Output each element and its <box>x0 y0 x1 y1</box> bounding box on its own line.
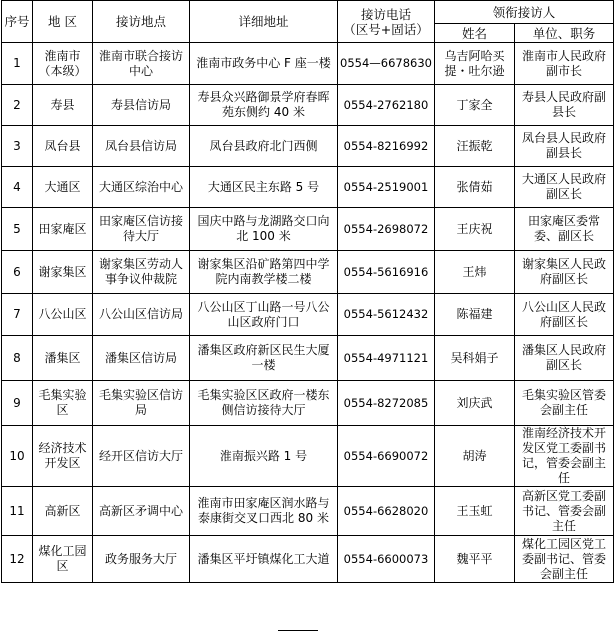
cell-unit: 田家庵区委常委、副区长 <box>515 208 614 251</box>
table-row <box>2 208 614 251</box>
cell-unit: 八公山区人民政府副区长 <box>515 294 614 336</box>
cell-address: 淮南振兴路 1 号 <box>190 426 338 487</box>
cell-phone: 0554-4971121 <box>338 336 435 381</box>
table-row <box>2 381 614 426</box>
cell-area: 田家庵区 <box>33 208 93 251</box>
cell-location: 高新区矛调中心 <box>93 487 190 536</box>
cell-address: 淮南市田家庵区润水路与泰康街交叉口西北 80 米 <box>190 487 338 536</box>
cell-area: 毛集实验区 <box>33 381 93 426</box>
cell-unit: 煤化工园区党工委副书记、管委会副主任 <box>515 536 614 583</box>
cell-phone: 0554-2698072 <box>338 208 435 251</box>
table-row <box>2 167 614 208</box>
cell-no: 11 <box>2 487 33 536</box>
cell-unit: 大通区人民政府副区长 <box>515 167 614 208</box>
cell-area: 八公山区 <box>33 294 93 336</box>
cell-area: 寿县 <box>33 85 93 126</box>
cell-area: 淮南市（本级） <box>33 43 93 85</box>
header-row-1 <box>2 1 614 24</box>
cell-name: 陈福建 <box>435 294 515 336</box>
cell-address: 大通区民主东路 5 号 <box>190 167 338 208</box>
cell-unit: 淮南经济技术开发区党工委副书记，管委会副主任 <box>515 426 614 487</box>
header-phone <box>338 1 435 43</box>
cell-name: 乌吉阿哈买提・吐尔逊 <box>435 43 515 85</box>
cell-unit: 淮南市人民政府副市长 <box>515 43 614 85</box>
cell-phone: 0554-6690072 <box>338 426 435 487</box>
cell-address: 谢家集区沿矿路第四中学院内南教学楼二楼 <box>190 251 338 294</box>
cell-location: 经开区信访大厅 <box>93 426 190 487</box>
cell-phone: 0554-2762180 <box>338 85 435 126</box>
cell-unit: 谢家集区人民政府副区长 <box>515 251 614 294</box>
cell-address: 凤台县政府北门西侧 <box>190 126 338 167</box>
cell-no: 3 <box>2 126 33 167</box>
cell-area: 谢家集区 <box>33 251 93 294</box>
table-row <box>2 294 614 336</box>
cell-name: 王庆祝 <box>435 208 515 251</box>
cell-no: 10 <box>2 426 33 487</box>
cell-name: 吴科娟子 <box>435 336 515 381</box>
cell-phone: 0554-6600073 <box>338 536 435 583</box>
cell-no: 7 <box>2 294 33 336</box>
cell-address: 八公山区丁山路一号八公山区政府门口 <box>190 294 338 336</box>
cell-name: 张倩茹 <box>435 167 515 208</box>
cell-address: 潘集区平圩镇煤化工大道 <box>190 536 338 583</box>
cell-unit: 毛集实验区管委会副主任 <box>515 381 614 426</box>
cell-area: 经济技术开发区 <box>33 426 93 487</box>
cell-no: 8 <box>2 336 33 381</box>
cell-name: 胡涛 <box>435 426 515 487</box>
cell-name: 王炜 <box>435 251 515 294</box>
cell-area: 凤台县 <box>33 126 93 167</box>
cell-location: 淮南市联合接访中心 <box>93 43 190 85</box>
cell-phone: 0554-8216992 <box>338 126 435 167</box>
cell-address: 毛集实验区区政府一楼东侧信访接待大厅 <box>190 381 338 426</box>
cell-location: 潘集区信访局 <box>93 336 190 381</box>
cell-name: 魏平平 <box>435 536 515 583</box>
cell-location: 八公山区信访局 <box>93 294 190 336</box>
table-row <box>2 251 614 294</box>
cell-phone: 0554-5612432 <box>338 294 435 336</box>
cell-name: 刘庆武 <box>435 381 515 426</box>
header-no: 序号 <box>2 1 33 43</box>
cell-no: 2 <box>2 85 33 126</box>
cell-location: 田家庵区信访接待大厅 <box>93 208 190 251</box>
table-row <box>2 487 614 536</box>
cell-area: 高新区 <box>33 487 93 536</box>
header-phone-line1: 接访电话 <box>360 6 411 22</box>
cell-address: 国庆中路与龙湖路交口向北 100 米 <box>190 208 338 251</box>
cell-area: 大通区 <box>33 167 93 208</box>
cell-no: 9 <box>2 381 33 426</box>
cell-unit: 潘集区人民政府副区长 <box>515 336 614 381</box>
cell-phone: 0554—6678630 <box>338 43 435 85</box>
cell-address: 淮南市政务中心 F 座一楼 <box>190 43 338 85</box>
cell-phone: 0554-2519001 <box>338 167 435 208</box>
cell-phone: 0554-8272085 <box>338 381 435 426</box>
cell-name: 汪振乾 <box>435 126 515 167</box>
reception-table <box>1 0 614 583</box>
header-phone-line2: （区号+固话） <box>343 21 429 37</box>
table-row <box>2 126 614 167</box>
cell-phone: 0554-5616916 <box>338 251 435 294</box>
cell-no: 12 <box>2 536 33 583</box>
cell-unit: 凤台县人民政府副县长 <box>515 126 614 167</box>
cell-location: 寿县信访局 <box>93 85 190 126</box>
cell-address: 潘集区政府新区民生大厦一楼 <box>190 336 338 381</box>
table-row <box>2 85 614 126</box>
cell-no: 4 <box>2 167 33 208</box>
table-row <box>2 426 614 487</box>
page-footer-rule <box>278 630 318 633</box>
cell-area: 煤化工园区 <box>33 536 93 583</box>
cell-area: 潘集区 <box>33 336 93 381</box>
cell-location: 谢家集区劳动人事争议仲裁院 <box>93 251 190 294</box>
cell-location: 凤台县信访局 <box>93 126 190 167</box>
header-location: 接访地点 <box>93 1 190 43</box>
header-address: 详细地址 <box>190 1 338 43</box>
table-row <box>2 336 614 381</box>
header-name: 姓名 <box>435 24 515 43</box>
header-area: 地 区 <box>33 1 93 43</box>
cell-name: 王玉虹 <box>435 487 515 536</box>
cell-no: 1 <box>2 43 33 85</box>
cell-location: 政务服务大厅 <box>93 536 190 583</box>
cell-name: 丁家全 <box>435 85 515 126</box>
cell-location: 大通区综治中心 <box>93 167 190 208</box>
header-leader: 领衔接访人 <box>435 1 614 24</box>
table-row <box>2 536 614 583</box>
cell-unit: 寿县人民政府副县长 <box>515 85 614 126</box>
cell-unit: 高新区党工委副书记、管委会副主任 <box>515 487 614 536</box>
table-body <box>2 43 614 583</box>
cell-address: 寿县众兴路御景学府春晖苑东侧约 40 米 <box>190 85 338 126</box>
cell-no: 5 <box>2 208 33 251</box>
header-unit: 单位、职务 <box>515 24 614 43</box>
table-row <box>2 43 614 85</box>
cell-no: 6 <box>2 251 33 294</box>
cell-location: 毛集实验区信访局 <box>93 381 190 426</box>
cell-phone: 0554-6628020 <box>338 487 435 536</box>
